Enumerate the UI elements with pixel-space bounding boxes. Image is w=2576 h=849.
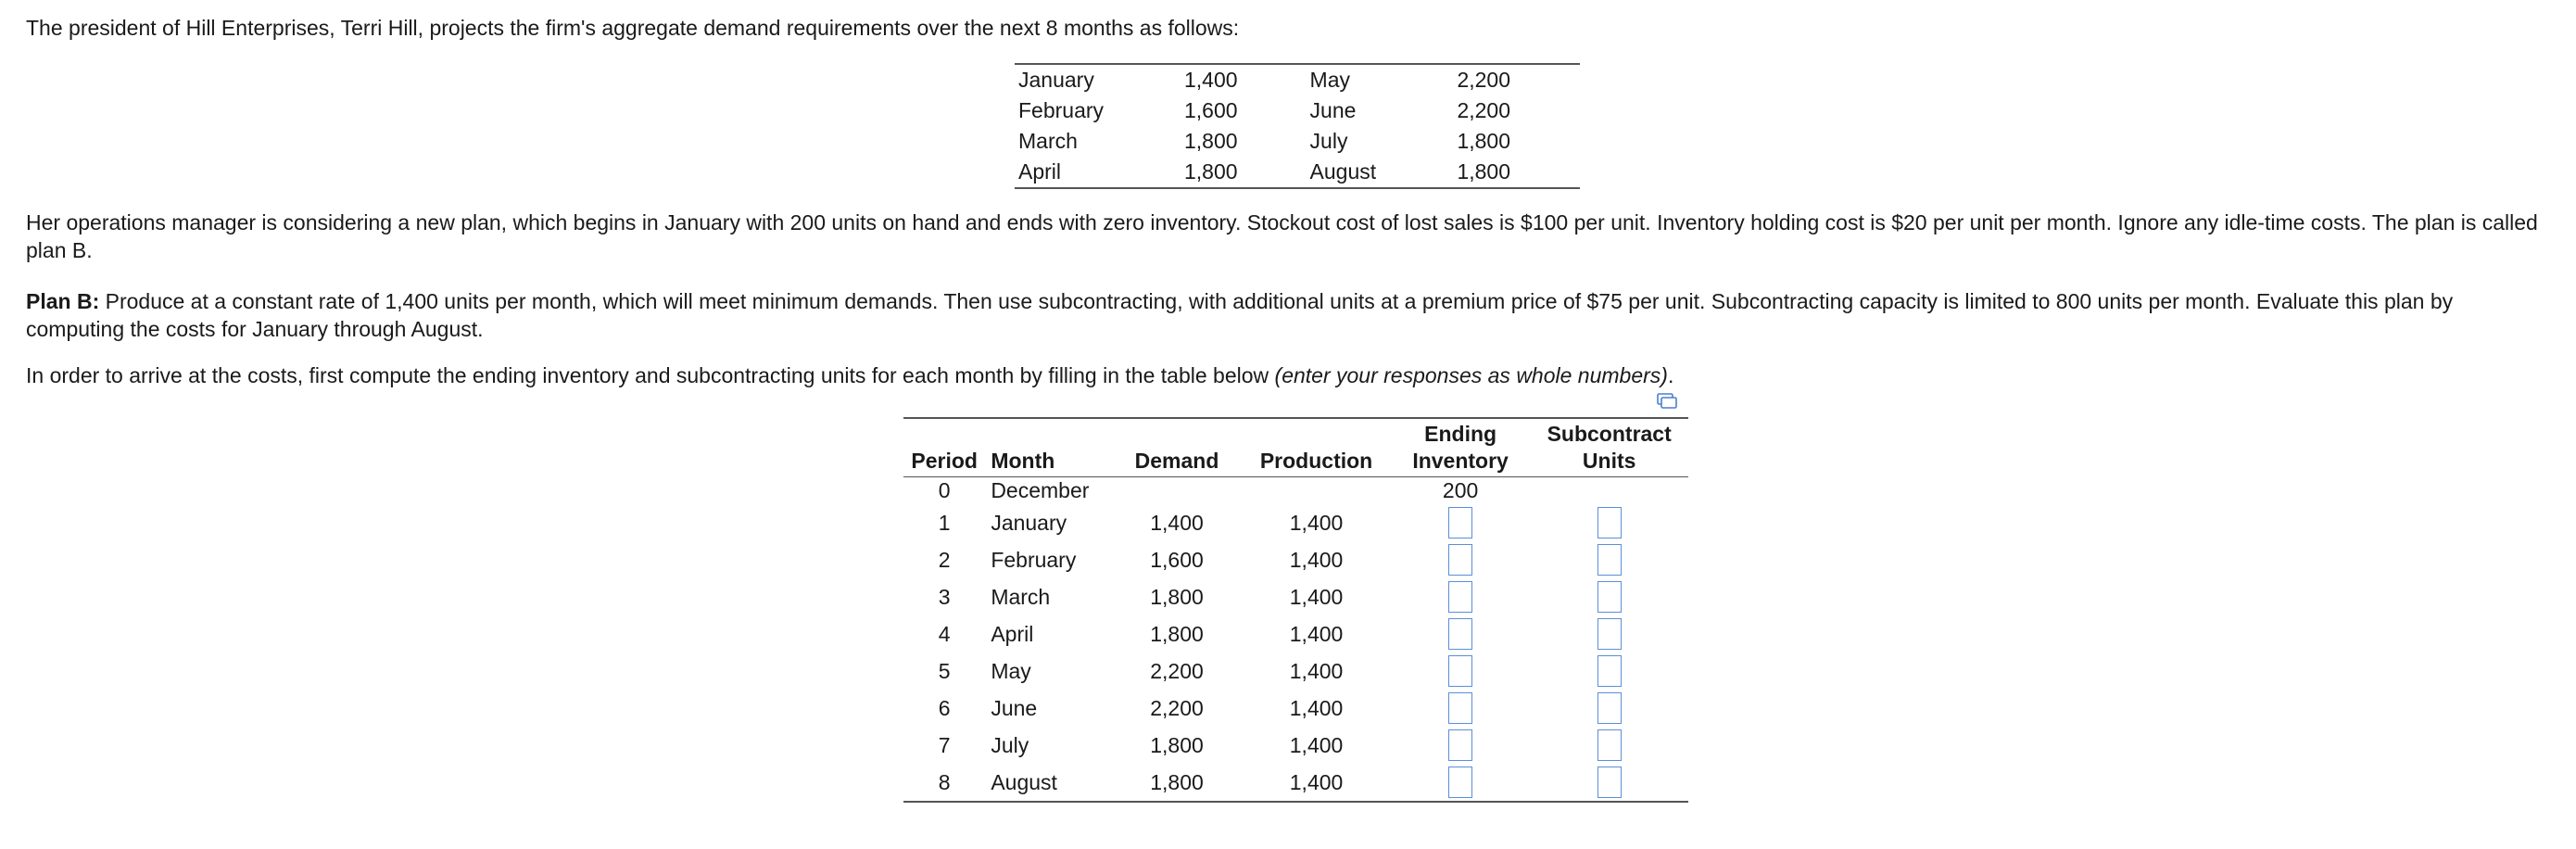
cell-production: 1,400 [1289,621,1344,646]
header-period: Period [903,418,985,477]
table-header-row [903,418,1688,477]
instruction-main: In order to arrive at the costs, first compute the ending inventory and subcontracting units for each month by filling in the table below [26,363,1275,387]
subcontract-units-input[interactable] [1597,507,1622,539]
instruction-italic: (enter your responses as whole numbers) [1274,363,1668,387]
cell-demand: 2,200 [1150,695,1204,720]
cell-production [1242,477,1391,505]
cell-production: 1,400 [1289,584,1344,609]
demand-value: 1,400 [1183,68,1238,92]
plan-table-wrapper [903,417,1688,803]
cell-subcontract [1530,690,1688,727]
header-ending-line1: Ending [1424,422,1497,446]
instruction-end: . [1667,363,1674,387]
cell-ending-inventory [1391,615,1531,653]
ending-inventory-input[interactable] [1448,729,1472,761]
header-subcontract-units [1530,418,1688,477]
subcontract-units-input[interactable] [1597,655,1622,687]
demand-month: January [1018,68,1094,92]
cell-month: February [991,547,1077,572]
ending-inventory-input[interactable] [1448,507,1472,539]
cell-period: 2 [938,547,951,572]
table-row [903,615,1688,653]
cell-period: 8 [938,769,951,794]
cell-month: July [991,732,1029,757]
ending-inventory-input[interactable] [1448,767,1472,798]
demand-month: March [1018,129,1078,153]
cell-demand: 1,800 [1150,584,1204,609]
cell-demand: 2,200 [1150,658,1204,683]
demand-value: 2,200 [1457,68,1510,92]
subcontract-units-input[interactable] [1597,767,1622,798]
plan-b-table [903,417,1688,803]
cell-period: 0 [938,478,951,502]
cell-period: 1 [938,510,951,535]
cell-production: 1,400 [1289,769,1344,794]
instruction-text [26,361,2546,389]
cell-period: 5 [938,658,951,683]
subcontract-units-input[interactable] [1597,544,1622,576]
demand-value: 1,800 [1457,159,1510,184]
demand-row [1015,95,1580,126]
cell-month: December [991,478,1090,502]
ending-inventory-input[interactable] [1448,581,1472,613]
cell-demand: 1,800 [1150,732,1204,757]
table-row [903,727,1688,764]
header-production: Production [1242,418,1391,477]
cell-subcontract [1530,727,1688,764]
demand-row [1015,157,1580,188]
cell-production: 1,400 [1289,547,1344,572]
ending-inventory-input[interactable] [1448,692,1472,724]
ending-inventory-input[interactable] [1448,655,1472,687]
demand-value: 1,800 [1183,159,1238,184]
header-ending-inventory [1391,418,1531,477]
cell-demand [1112,477,1242,505]
demand-month: July [1309,129,1348,153]
table-row [903,578,1688,615]
demand-month: February [1018,98,1105,122]
ending-inventory-input[interactable] [1448,544,1472,576]
demand-value: 1,800 [1457,129,1510,153]
cell-period: 4 [938,621,951,646]
cell-demand: 1,400 [1150,510,1204,535]
cell-subcontract [1530,615,1688,653]
cell-ending-inventory [1391,690,1531,727]
intro-text: The president of Hill Enterprises, Terri Hill, projects the firm's aggregate demand requirements over the next 8 months as follows: [26,16,1240,40]
header-demand: Demand [1112,418,1242,477]
demand-month: August [1309,159,1377,184]
plan-b-label: Plan B: [26,289,100,313]
demand-table [1015,63,1580,189]
table-row [903,653,1688,690]
cell-production: 1,400 [1289,695,1344,720]
subcontract-units-input[interactable] [1597,618,1622,650]
table-row [903,504,1688,541]
cell-month: March [991,584,1051,609]
cell-demand: 1,600 [1150,547,1204,572]
cell-ending-inventory [1391,578,1531,615]
demand-value: 1,600 [1183,98,1238,122]
demand-value: 2,200 [1457,98,1510,122]
subcontract-units-input[interactable] [1597,729,1622,761]
cell-period: 3 [938,584,951,609]
table-row-opening [903,477,1688,505]
demand-row [1015,64,1580,95]
cell-production: 1,400 [1289,510,1344,535]
cell-demand: 1,800 [1150,621,1204,646]
table-row [903,690,1688,727]
table-row [903,764,1688,802]
plan-b-description [26,287,2546,343]
demand-value: 1,800 [1183,129,1238,153]
cell-ending-inventory [1391,653,1531,690]
cell-period: 6 [938,695,951,720]
cell-demand: 1,800 [1150,769,1204,794]
plan-description: Her operations manager is considering a new plan, which begins in January with 200 units on hand and ends with zero inventory. Stockout cost of lost sales is $100 per unit. Inventory holding cost is $20 per unit per month. Ignore any idle-time costs. The plan is called plan B. [26,210,2538,262]
cell-production: 1,400 [1289,658,1344,683]
cell-month: June [991,695,1038,720]
demand-month: May [1309,68,1350,92]
header-sub-line1: Subcontract [1547,422,1672,446]
cell-period: 7 [938,732,951,757]
cell-month: May [991,658,1031,683]
header-month: Month [985,418,1111,477]
cell-subcontract [1530,477,1688,505]
demand-month: June [1309,98,1357,122]
plan-b-text: Produce at a constant rate of 1,400 units per month, which will meet minimum demands. Then use subcontracting, with additional units at a premium price of $75 per unit. Subcontracting capacity is limited to 800 units per month. Evaluate this plan by computing the costs for January through August. [26,289,2454,341]
cell-subcontract [1530,504,1688,541]
cell-ending-inventory [1391,727,1531,764]
cell-subcontract [1530,578,1688,615]
cell-production: 1,400 [1289,732,1344,757]
cell-ending-inventory [1391,541,1531,578]
header-ending-line2: Inventory [1412,449,1509,473]
cell-month: August [991,769,1057,794]
cell-month: January [991,510,1067,535]
cell-ending-inventory [1391,764,1531,802]
header-sub-line2: Units [1582,449,1636,473]
table-row [903,541,1688,578]
copy-table-icon[interactable] [1657,393,1677,410]
cell-subcontract [1530,541,1688,578]
demand-row [1015,126,1580,157]
cell-month: April [991,621,1034,646]
cell-subcontract [1530,764,1688,802]
demand-month: April [1018,159,1062,184]
cell-ending-inventory: 200 [1442,478,1479,502]
ending-inventory-input[interactable] [1448,618,1472,650]
cell-subcontract [1530,653,1688,690]
cell-ending-inventory [1391,504,1531,541]
subcontract-units-input[interactable] [1597,692,1622,724]
subcontract-units-input[interactable] [1597,581,1622,613]
